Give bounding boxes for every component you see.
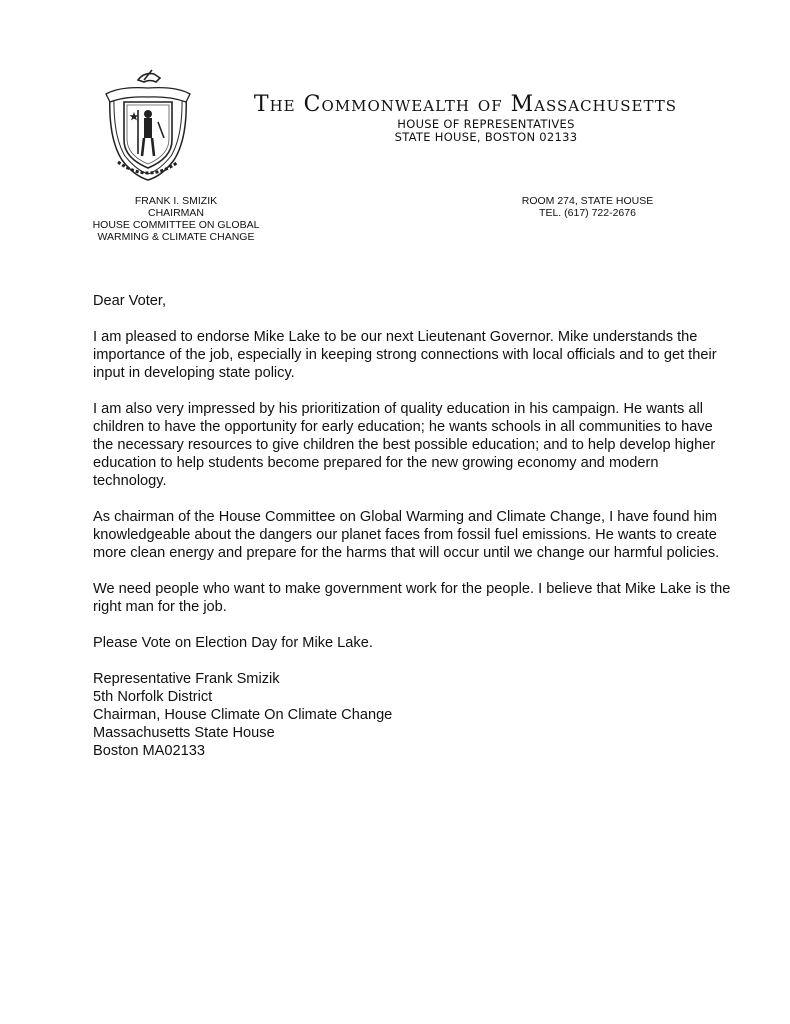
letter-paragraph-1: I am pleased to endorse Mike Lake to be our next Lieutenant Governor. Mike understands the importance of the job, especially in keeping strong connections with local officials and to get their input in developing state policy.	[93, 329, 717, 381]
signature-district: 5th Norfolk District	[93, 689, 213, 705]
header-subtitle-address: STATE HOUSE, BOSTON 02133	[394, 130, 578, 144]
office-phone: TEL. (617) 722-2676	[539, 207, 636, 219]
sender-name: FRANK I. SMIZIK	[134, 195, 218, 207]
office-room: ROOM 274, STATE HOUSE	[521, 195, 654, 207]
massachusetts-state-seal-icon	[100, 68, 196, 184]
signature-city: Boston MA02133	[93, 743, 205, 759]
sender-committee-line-2: WARMING & CLIMATE CHANGE	[97, 231, 255, 243]
signature-title: Chairman, House Climate On Climate Change	[93, 707, 393, 723]
letter-paragraph-4: We need people who want to make government work for the people. I believe that Mike Lake is the right man for the job.	[93, 581, 731, 615]
page-title: The Commonwealth of Massachusetts	[253, 92, 678, 117]
sender-info	[86, 195, 266, 243]
header-subtitle-house: HOUSE OF REPRESENTATIVES	[397, 117, 575, 131]
signature-name: Representative Frank Smizik	[93, 671, 280, 687]
letter-salutation: Dear Voter,	[93, 293, 167, 309]
office-contact	[505, 195, 670, 219]
sender-committee-line-1: HOUSE COMMITTEE ON GLOBAL	[92, 219, 260, 231]
signature-building: Massachusetts State House	[93, 725, 275, 741]
sender-role: CHAIRMAN	[147, 207, 204, 219]
signature-block	[93, 670, 733, 760]
letter-paragraph-2: I am also very impressed by his prioritization of quality education in his campaign. He wants all children to have the opportunity for early education; he wants schools in all communities to have the necessary resources to give children the best possible education; and to help develop higher education to help students become prepared for the new growing economy and modern technology.	[93, 401, 716, 489]
letter-paragraph-5: Please Vote on Election Day for Mike Lake.	[93, 635, 373, 651]
letter-paragraph-3: As chairman of the House Committee on Global Warming and Climate Change, I have found him knowledgeable about the dangers our planet faces from fossil fuel emissions. He wants to create more clean energy and prepare for the harms that will occur until we change our harmful policies.	[93, 509, 720, 561]
letter-body	[93, 292, 733, 760]
